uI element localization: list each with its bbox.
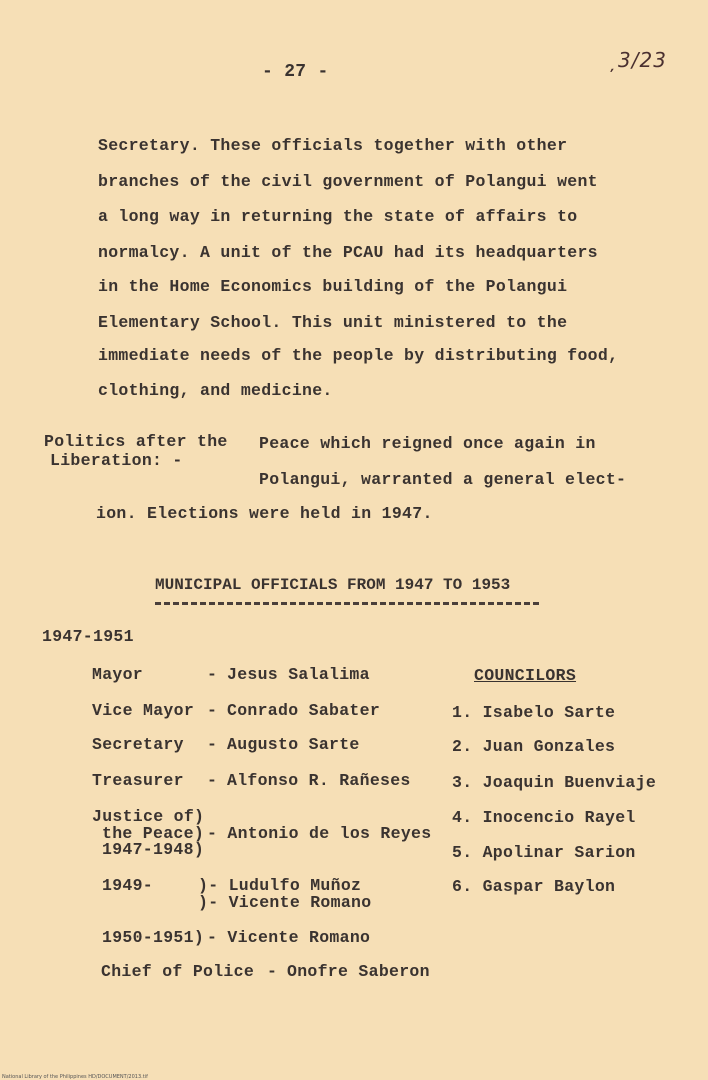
councilor-item: 5. Apolinar Sarion xyxy=(452,843,636,862)
official-sep: - xyxy=(207,701,218,720)
councilor-item: 1. Isabelo Sarte xyxy=(452,703,616,722)
official-label: Mayor xyxy=(92,665,144,684)
councilor-item: 4. Inocencio Rayel xyxy=(452,808,636,827)
paragraph-line: Secretary. These officials together with other xyxy=(98,136,568,155)
official-sep: - xyxy=(207,735,218,754)
councilor-item: 3. Joaquin Buenviaje xyxy=(452,773,657,792)
official-label: Chief of Police xyxy=(101,962,255,981)
reference-mark: ̦3/23 xyxy=(617,48,667,72)
official-name: Conrado Sabater xyxy=(227,701,381,720)
justice-year: 1949- xyxy=(102,876,154,895)
justice-label: 1947-1948) xyxy=(102,840,205,859)
paragraph-line: branches of the civil government of Polangui went xyxy=(98,172,598,191)
official-sep: - xyxy=(207,665,218,684)
side-heading-cont: Liberation: - xyxy=(50,451,183,470)
official-name: Augusto Sarte xyxy=(227,735,360,754)
paragraph-line: normalcy. A unit of the PCAU had its headquarters xyxy=(98,243,598,262)
official-label: Secretary xyxy=(92,735,184,754)
councilors-title: COUNCILORS xyxy=(474,666,577,685)
justice-label: Justice of) xyxy=(92,807,205,826)
official-name: Jesus Salalima xyxy=(227,665,370,684)
official-label: Treasurer xyxy=(92,771,184,790)
politics-text: ion. Elections were held in 1947. xyxy=(96,504,433,523)
paragraph-line: in the Home Economics building of the Polangui xyxy=(98,277,568,296)
official-name: Alfonso R. Rañeses xyxy=(227,771,411,790)
official-label: Vice Mayor xyxy=(92,701,195,720)
councilor-item: 6. Gaspar Baylon xyxy=(452,877,616,896)
paragraph-line: immediate needs of the people by distributing food, xyxy=(98,346,619,365)
side-heading: Politics after the xyxy=(44,432,228,451)
paragraph-line: Elementary School. This unit ministered to the xyxy=(98,313,568,332)
official-sep: - xyxy=(207,771,218,790)
period-label: 1947-1951 xyxy=(42,627,134,646)
councilor-item: 2. Juan Gonzales xyxy=(452,737,616,756)
official-sep: - xyxy=(267,962,278,981)
official-name: - Vicente Romano xyxy=(207,928,371,947)
official-name: )- Ludulfo Muñoz xyxy=(198,876,362,895)
justice-label: the Peace) xyxy=(102,824,205,843)
paragraph-line: clothing, and medicine. xyxy=(98,381,333,400)
official-name: - Antonio de los Reyes xyxy=(207,824,432,843)
official-name: )- Vicente Romano xyxy=(198,893,372,912)
politics-text: Polangui, warranted a general elect- xyxy=(259,470,627,489)
title-underline xyxy=(155,602,539,605)
section-title: MUNICIPAL OFFICIALS FROM 1947 TO 1953 xyxy=(155,576,511,594)
official-name: Onofre Saberon xyxy=(287,962,430,981)
paragraph-line: a long way in returning the state of affairs to xyxy=(98,207,578,226)
page-number: - 27 - xyxy=(262,62,329,82)
footer-caption: National Library of the Philippines HD/DOCUMENT/2013.tif xyxy=(2,1074,148,1080)
politics-text: Peace which reigned once again in xyxy=(259,434,596,453)
justice-year: 1950-1951) xyxy=(102,928,205,947)
